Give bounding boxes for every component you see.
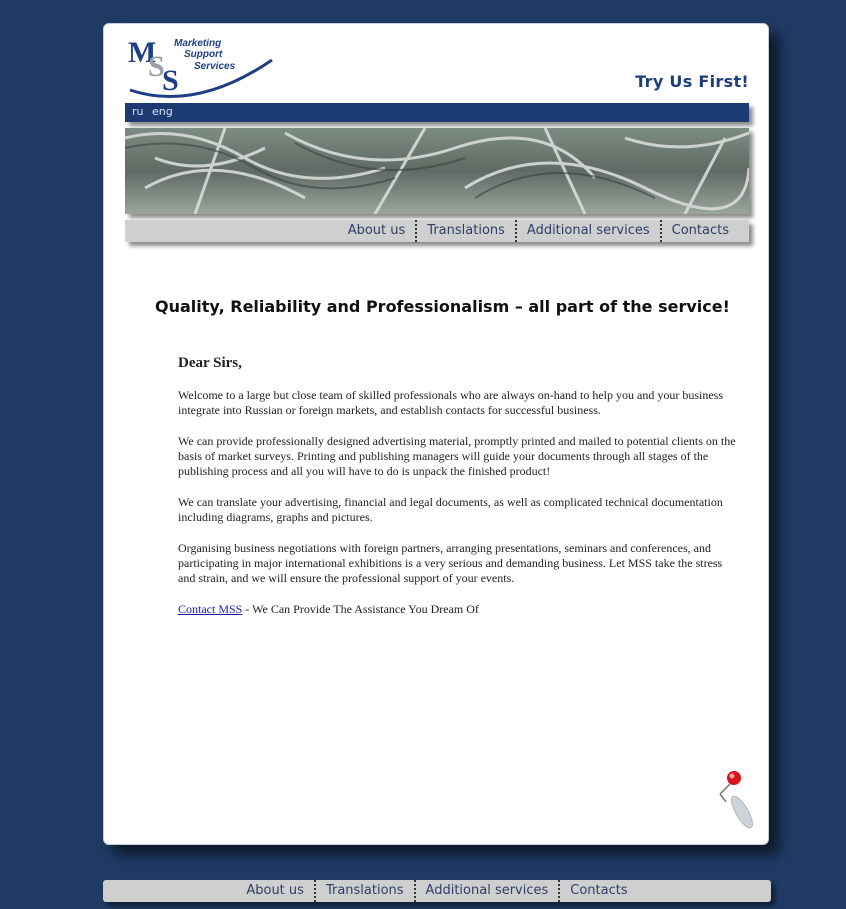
mss-logo[interactable]	[126, 32, 276, 102]
contact-line	[178, 602, 738, 617]
footer-nav-contacts[interactable]: Contacts	[570, 883, 628, 898]
paragraph: We can provide professionally designed advertising material, promptly printed and mailed to potential clients on the basis of market surveys. Printing and publishing managers will guide your documents through all stages of the publishing process and all you will have to do is unpack the finished product!	[178, 434, 736, 478]
logo-line1: Marketing	[174, 38, 222, 49]
language-bar	[125, 103, 749, 122]
footer-nav-about-us[interactable]: About us	[246, 883, 304, 898]
paragraph: Welcome to a large but close team of skilled professionals who are always on-hand to help you and your business integrate into Russian or foreign markets, and establish contacts for successful business.	[178, 388, 724, 417]
greeting: Dear Sirs,	[178, 355, 242, 371]
footer-nav-translations[interactable]: Translations	[325, 883, 404, 898]
svg-text:S: S	[148, 50, 165, 83]
nav-additional-services[interactable]: Additional services	[526, 223, 650, 238]
footer-nav	[103, 880, 771, 902]
nav-contacts[interactable]: Contacts	[671, 223, 729, 238]
page-card	[103, 23, 769, 845]
svg-text:M: M	[128, 36, 157, 69]
contact-mss-link[interactable]: Contact MSS	[178, 602, 243, 616]
paperclips-banner	[125, 128, 749, 214]
paragraph: Organising business negotiations with foreign partners, arranging presentations, seminars and conferences, and participating in major international exhibitions is a very serious and demanding business. Let MSS take the stress and strain, and we will ensure the professional support of your events.	[178, 541, 723, 585]
tagline: Try Us First!	[635, 72, 749, 91]
svg-text:S: S	[162, 64, 179, 97]
logo-line3: Services	[194, 61, 236, 72]
pushpin-icon	[716, 768, 756, 838]
logo-line2: Support	[184, 49, 223, 60]
top-nav	[125, 220, 749, 242]
footer-nav-additional-services[interactable]: Additional services	[425, 883, 549, 898]
nav-about-us[interactable]: About us	[347, 223, 406, 238]
contact-suffix: - We Can Provide The Assistance You Dream Of	[242, 602, 479, 616]
lang-ru-link[interactable]: ru	[132, 105, 144, 118]
mss-logo-graphic	[126, 32, 276, 102]
page-headline: Quality, Reliability and Professionalism – all part of the service!	[155, 297, 730, 316]
nav-translations[interactable]: Translations	[427, 223, 505, 238]
paragraph: We can translate your advertising, financial and legal documents, as well as complicated technical documentation including diagrams, graphs and pictures.	[178, 495, 723, 524]
lang-eng-link[interactable]: eng	[152, 105, 173, 118]
main-content	[178, 356, 738, 633]
